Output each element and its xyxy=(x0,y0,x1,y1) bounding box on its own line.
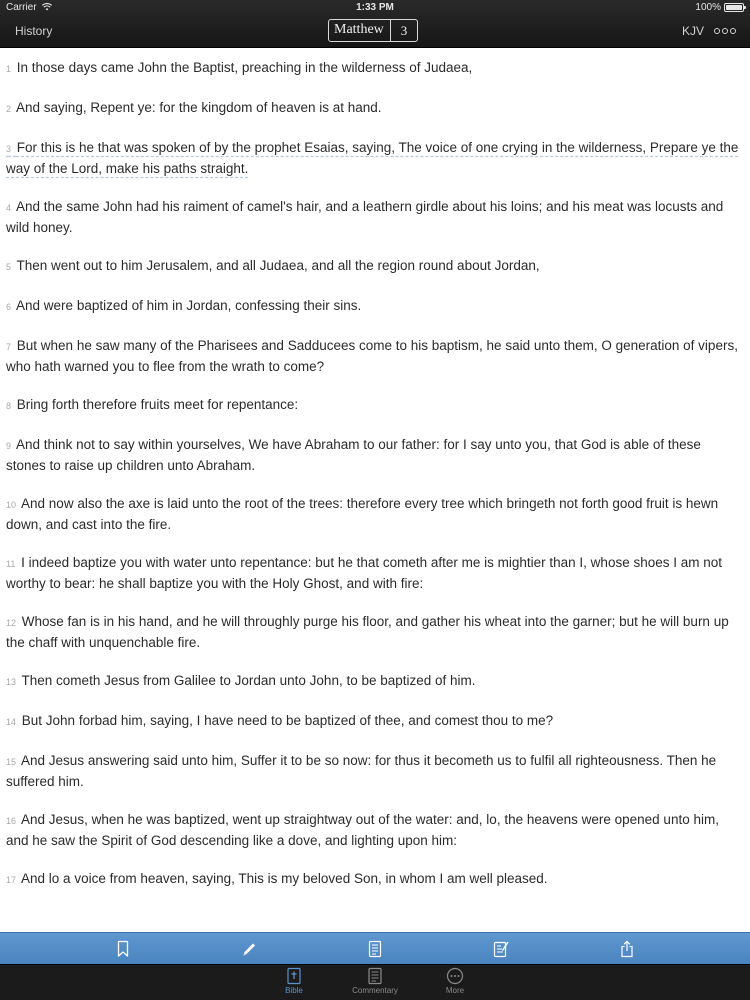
verse-text: And the same John had his raiment of camel's hair, and a leathern girdle about his loins; and his meat was locusts and wild honey. xyxy=(6,199,724,235)
verse-15[interactable] xyxy=(6,751,744,791)
share-icon xyxy=(619,940,635,958)
pencil-icon xyxy=(241,940,257,958)
verse-4[interactable] xyxy=(6,197,744,237)
verse-10[interactable] xyxy=(6,494,744,534)
verse-5[interactable] xyxy=(6,256,744,277)
verse-number: 9 xyxy=(6,441,12,451)
status-battery xyxy=(695,2,744,13)
verse-text: Bring forth therefore fruits meet for repentance: xyxy=(16,397,299,412)
verse-3[interactable] xyxy=(6,138,744,178)
verse-number: 1 xyxy=(6,64,12,74)
verse-text: And Jesus answering said unto him, Suffer it to be so now: for thus it becometh us to fulfil all righteousness. Then he suffered him. xyxy=(6,753,717,789)
verse-number: 17 xyxy=(6,875,17,885)
verse-11[interactable] xyxy=(6,553,744,593)
verse-number: 16 xyxy=(6,816,17,826)
chapter-number[interactable]: 3 xyxy=(400,23,408,38)
verse-13[interactable] xyxy=(6,671,744,692)
verse-8[interactable] xyxy=(6,395,744,416)
verse-number: 10 xyxy=(6,500,17,510)
wifi-icon xyxy=(42,3,52,11)
share-button[interactable] xyxy=(615,937,639,961)
book-chapter-selector[interactable] xyxy=(328,19,418,42)
tab-bible[interactable] xyxy=(254,967,334,995)
verse-12[interactable] xyxy=(6,612,744,652)
highlight-pen-button[interactable] xyxy=(237,937,261,961)
verse-text: In those days came John the Baptist, preaching in the wilderness of Judaea, xyxy=(16,60,473,75)
verse-text: And were baptized of him in Jordan, confessing their sins. xyxy=(16,298,362,313)
verse-14[interactable] xyxy=(6,711,744,732)
tab-more-label: More xyxy=(445,986,465,995)
scripture-text-view[interactable] xyxy=(0,48,750,932)
verse-number: 3 xyxy=(6,144,12,154)
verse-text: And Jesus, when he was baptized, went up straightway out of the water: and, lo, the heavens were opened unto him, and he saw the Spirit of God descending like a dove, and lighting upon him: xyxy=(6,812,719,848)
verse-text: But when he saw many of the Pharisees and Sadducees come to his baptism, he said unto them, O generation of vipers, who hath warned you to flee from the wrath to come? xyxy=(6,338,738,374)
verse-number: 13 xyxy=(6,677,17,687)
history-button[interactable]: History xyxy=(15,24,53,38)
verse-number: 7 xyxy=(6,342,12,352)
verse-9[interactable] xyxy=(6,435,744,475)
verse-text: And saying, Repent ye: for the kingdom of heaven is at hand. xyxy=(16,100,382,115)
tab-commentary-label: Commentary xyxy=(352,986,398,995)
more-options-icon[interactable] xyxy=(714,26,736,36)
verse-number: 11 xyxy=(6,559,16,569)
tab-bar xyxy=(0,964,750,1000)
verse-number: 8 xyxy=(6,401,12,411)
battery-percent: 100% xyxy=(695,2,721,13)
tab-commentary[interactable] xyxy=(335,967,415,995)
verse-text: I indeed baptize you with water unto repentance: but he that cometh after me is mightier than I, whose shoes I am not worthy to bear: he shall baptize you with the Holy Ghost, and with fire: xyxy=(6,555,723,591)
verse-6[interactable] xyxy=(6,296,744,317)
notes-icon xyxy=(367,940,383,958)
bookmark-button[interactable] xyxy=(111,937,135,961)
top-bar xyxy=(0,0,750,48)
verse-2[interactable] xyxy=(6,98,744,119)
verse-number: 2 xyxy=(6,104,12,114)
verse-1[interactable] xyxy=(6,58,744,79)
verse-number: 12 xyxy=(6,618,17,628)
tab-bible-label: Bible xyxy=(285,986,303,995)
verse-text: Then went out to him Jerusalem, and all Judaea, and all the region round about Jordan, xyxy=(16,258,540,273)
verse-number: 6 xyxy=(6,302,12,312)
bookmark-icon xyxy=(115,940,131,958)
verse-7[interactable] xyxy=(6,336,744,376)
status-time: 1:33 PM xyxy=(356,2,394,13)
action-toolbar xyxy=(0,932,750,964)
bible-book-icon xyxy=(285,967,303,985)
verse-16[interactable] xyxy=(6,810,744,850)
version-button[interactable]: KJV xyxy=(681,24,704,38)
verse-text: Then cometh Jesus from Galilee to Jordan unto John, to be baptized of him. xyxy=(21,673,476,688)
verse-text: And lo a voice from heaven, saying, This is my beloved Son, in whom I am well pleased. xyxy=(21,871,548,886)
verse-number: 4 xyxy=(6,203,12,213)
book-name[interactable]: Matthew xyxy=(329,20,391,41)
tab-more[interactable] xyxy=(415,967,495,995)
verse-17[interactable] xyxy=(6,869,744,890)
status-carrier: Carrier xyxy=(6,2,52,13)
edit-note-icon xyxy=(493,940,509,958)
verse-number: 5 xyxy=(6,262,12,272)
edit-note-button[interactable] xyxy=(489,937,513,961)
verse-number: 15 xyxy=(6,757,17,767)
notes-button[interactable] xyxy=(363,937,387,961)
verse-text: And now also the axe is laid unto the root of the trees: therefore every tree which bringeth not forth good fruit is hewn down, and cast into the fire. xyxy=(6,496,719,532)
verse-text: Whose fan is in his hand, and he will throughly purge his floor, and gather his wheat into the garner; but he will burn up the chaff with unquenchable fire. xyxy=(6,614,729,650)
verse-text: For this is he that was spoken of by the prophet Esaias, saying, The voice of one crying in the wilderness, Prepare ye the way of the Lord, make his paths straight. xyxy=(6,140,739,176)
verse-text: But John forbad him, saying, I have need to be baptized of thee, and comest thou to me? xyxy=(21,713,554,728)
verse-number: 14 xyxy=(6,717,17,727)
verse-text: And think not to say within yourselves, We have Abraham to our father: for I say unto you, that God is able of these stones to raise up children unto Abraham. xyxy=(6,437,701,473)
commentary-icon xyxy=(366,967,384,985)
battery-icon xyxy=(724,3,744,12)
more-circle-icon xyxy=(446,967,464,985)
